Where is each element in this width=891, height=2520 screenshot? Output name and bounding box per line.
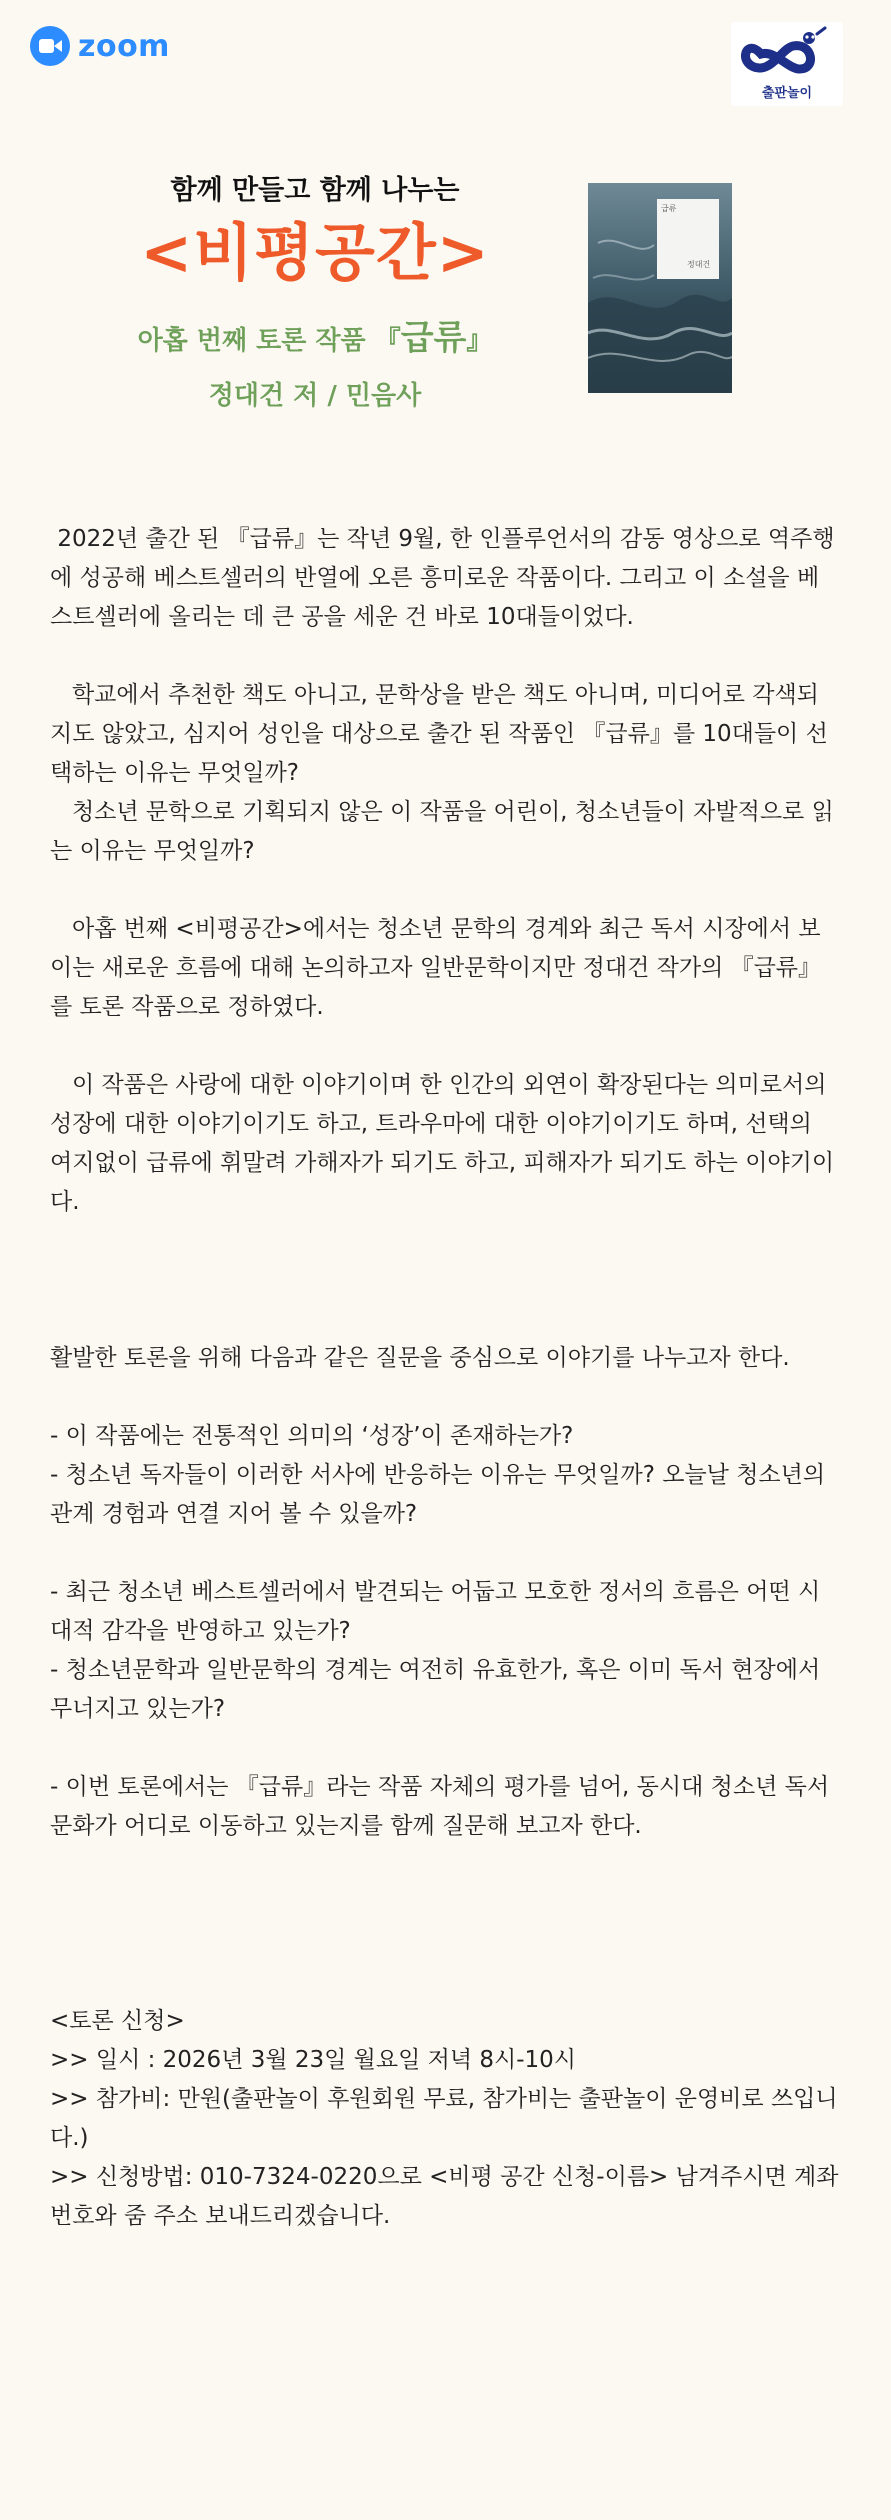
event-title: <비평공간>	[140, 216, 490, 289]
cover-title: 급류	[661, 204, 677, 213]
zoom-wordmark: zoom	[78, 28, 170, 64]
event-subtitle: 함께 만들고 함께 나누는	[170, 175, 460, 206]
intro-paragraph: 학교에서 추천한 책도 아니고, 문학상을 받은 책도 아니며, 미디어로 각색되지도 않았고, 심지어 성인을 대상으로 출간 된 작품인 『급류』를 10대들이 선택하는 이유는 무엇일까? 청소년 문학으로 기획되지 않은 이 작품을 어린이, 청소년들이 자발적으로 읽는 이유는 무엇일까?	[50, 682, 834, 864]
book-line	[120, 310, 510, 359]
event-header	[120, 168, 510, 412]
body-text	[50, 520, 840, 2236]
author-line: 정대건 저 / 민음사	[208, 381, 422, 412]
book-cover-label	[657, 199, 719, 279]
book-prefix: 아홉 번째 토론 작품 『	[137, 326, 401, 357]
infinity-mascot-icon	[731, 22, 843, 82]
discussion-lead: 활발한 토론을 위해 다음과 같은 질문을 중심으로 이야기를 나누고자 한다.	[50, 1345, 790, 1371]
intro-paragraph: 아홉 번째 <비평공간>에서는 청소년 문학의 경계와 최근 독서 시장에서 보이는 새로운 흐름에 대해 논의하고자 일반문학이지만 정대건 작가의 『급류』를 토론 작품으로 정하였다.	[50, 916, 822, 1020]
application-method: >> 신청방법: 010-7324-0220으로 <비평 공간 신청-이름> 남겨주시면 계좌번호와 줌 주소 보내드리겠습니다.	[50, 2164, 839, 2229]
intro-paragraph: 이 작품은 사랑에 대한 이야기이며 한 인간의 외연이 확장된다는 의미로서의 성장에 대한 이야기이기도 하고, 트라우마에 대한 이야기이기도 하며, 선택의 여지없이 급류에 휘말려 가해자가 되기도 하고, 피해자가 되기도 하는 이야기이다.	[50, 1072, 835, 1215]
video-camera-icon	[30, 26, 70, 66]
application-heading: <토론 신청>	[50, 2008, 185, 2034]
book-cover	[588, 183, 732, 393]
intro-paragraph: 2022년 출간 된 『급류』는 작년 9월, 한 인플루언서의 감동 영상으로 역주행에 성공해 베스트셀러의 반열에 오른 흥미로운 작품이다. 그리고 이 소설을 베스트셀러에 올리는 데 큰 공을 세운 건 바로 10대들이었다.	[50, 526, 835, 630]
book-title: 급류	[400, 318, 467, 359]
discussion-questions: - 이 작품에는 전통적인 의미의 ‘성장’이 존재하는가? - 청소년 독자들이 이러한 서사에 반응하는 이유는 무엇일까? 오늘날 청소년의 관계 경험과 연결 지어 볼 수 있을까?	[50, 1423, 826, 1527]
book-suffix: 』	[466, 326, 493, 357]
application-fee: >> 참가비: 만원(출판놀이 후원회원 무료, 참가비는 출판놀이 운영비로 쓰입니다.)	[50, 2086, 838, 2151]
cover-author: 정대건	[687, 260, 711, 269]
publisher-logo	[731, 22, 843, 106]
publisher-name: 출판놀이	[761, 86, 813, 101]
zoom-logo	[30, 26, 170, 66]
discussion-closing: - 이번 토론에서는 『급류』라는 작품 자체의 평가를 넘어, 동시대 청소년 독서 문화가 어디로 이동하고 있는지를 함께 질문해 보고자 한다.	[50, 1774, 837, 1839]
application-date: >> 일시 : 2026년 3월 23일 월요일 저녁 8시-10시	[50, 2047, 577, 2073]
discussion-questions: - 최근 청소년 베스트셀러에서 발견되는 어둡고 모호한 정서의 흐름은 어떤 시대적 감각을 반영하고 있는가? - 청소년문학과 일반문학의 경계는 여전히 유효한가, 혹은 이미 독서 현장에서 무너지고 있는가?	[50, 1579, 821, 1722]
